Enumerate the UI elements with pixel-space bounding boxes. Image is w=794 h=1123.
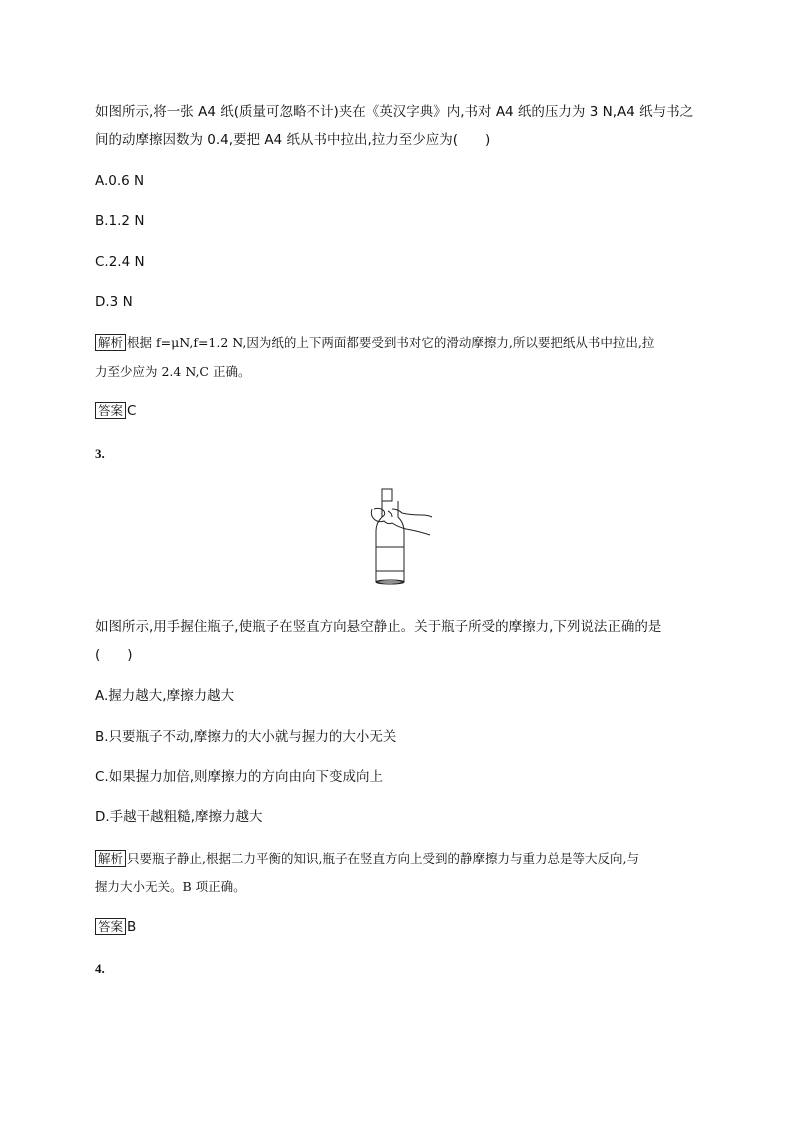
q2-stem-line2: 间的动摩擦因数为 0.4,要把 A4 纸从书中拉出,拉力至少应为( ) — [95, 132, 491, 148]
q2-answer — [95, 402, 136, 420]
q2-answer-value: C — [127, 403, 137, 419]
q4-number: 4. — [95, 961, 105, 976]
q2-analysis-text1: 根据 f=μN,f=1.2 N,因为纸的上下两面都要受到书对它的滑动摩擦力,所以要把纸从书中拉出,拉 — [127, 335, 655, 350]
q3-analysis-line1 — [95, 850, 639, 868]
q2-option-a: A.0.6 N — [95, 173, 145, 189]
q2-option-b: B.1.2 N — [95, 213, 145, 229]
q3-option-d: D.手越干越粗糙,摩擦力越大 — [95, 809, 263, 825]
q3-stem-line1: 如图所示,用手握住瓶子,使瓶子在竖直方向悬空静止。关于瓶子所受的摩擦力,下列说法正确的是 — [95, 619, 662, 635]
q2-option-c: C.2.4 N — [95, 254, 145, 270]
q3-answer-value: B — [127, 919, 137, 935]
q3-analysis-text1: 只要瓶子静止,根据二力平衡的知识,瓶子在竖直方向上受到的静摩擦力与重力总是等大反向,与 — [127, 851, 639, 866]
hand-palm — [371, 509, 430, 535]
answer-tag: 答案 — [95, 402, 126, 419]
hand-thumb — [374, 508, 385, 517]
q3-stem-line2: ( ) — [95, 647, 133, 663]
hand-holding-bottle-figure — [362, 487, 434, 587]
q2-option-d: D.3 N — [95, 294, 133, 310]
q3-option-c: C.如果握力加倍,则摩擦力的方向由向下变成向上 — [95, 769, 384, 785]
bottle-cap — [382, 489, 392, 501]
q2-stem-line1: 如图所示,将一张 A4 纸(质量可忽略不计)夹在《英汉字典》内,书对 A4 纸的压力为 3 N,A4 纸与书之 — [95, 104, 694, 120]
bottle-body — [376, 501, 404, 582]
q2-analysis-line1 — [95, 334, 654, 352]
q3-number: 3. — [95, 446, 105, 461]
q3-option-b: B.只要瓶子不动,摩擦力的大小就与握力的大小无关 — [95, 729, 397, 745]
hand-finger — [388, 511, 392, 517]
q3-analysis-line2: 握力大小无关。B 项正确。 — [95, 879, 246, 894]
analysis-tag: 解析 — [95, 850, 126, 867]
q2-analysis-line2: 力至少应为 2.4 N,C 正确。 — [95, 364, 251, 379]
q3-option-a: A.握力越大,摩擦力越大 — [95, 688, 235, 704]
answer-tag: 答案 — [95, 918, 126, 935]
q3-answer — [95, 918, 136, 936]
analysis-tag: 解析 — [95, 334, 126, 351]
